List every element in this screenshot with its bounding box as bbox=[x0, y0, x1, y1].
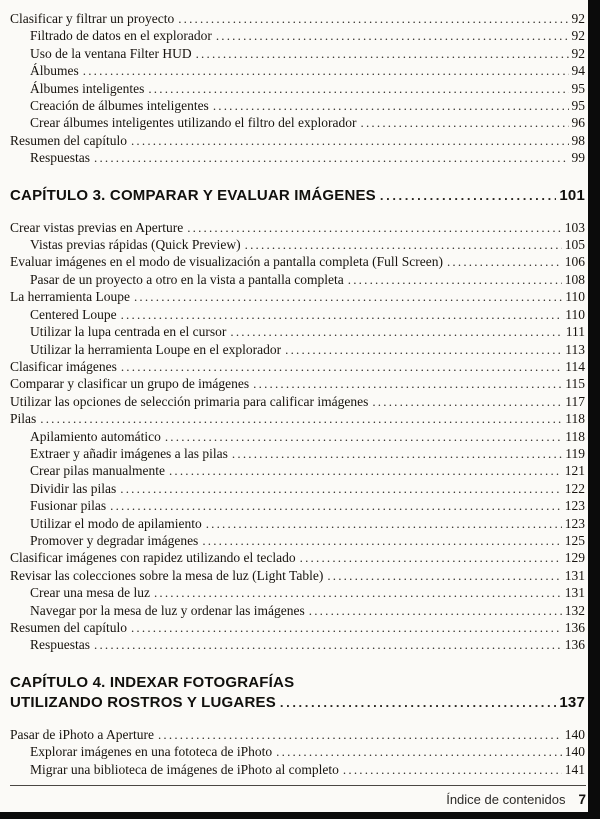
toc-entry-title: Crear vistas previas en Aperture bbox=[10, 219, 184, 235]
scan-edge-right bbox=[588, 0, 600, 819]
toc-entry bbox=[10, 114, 585, 131]
dot-leader bbox=[131, 619, 562, 636]
dot-leader bbox=[165, 428, 562, 445]
toc-entry-page-number: 123 bbox=[564, 498, 585, 514]
toc-list bbox=[10, 10, 585, 778]
toc-entry-title: Resumen del capítulo bbox=[10, 620, 127, 635]
dot-leader bbox=[110, 497, 562, 514]
toc-entry bbox=[10, 532, 585, 549]
toc-entry-page-number: 131 bbox=[564, 567, 585, 583]
toc-entry-page-number: 115 bbox=[565, 376, 585, 392]
toc-entry-page-number: 98 bbox=[571, 132, 585, 148]
dot-leader bbox=[134, 288, 562, 305]
toc-entry-title: Utilizar la lupa centrada en el cursor bbox=[30, 324, 227, 340]
chapter-heading bbox=[10, 673, 585, 713]
toc-entry-title: Migrar una biblioteca de imágenes de iPhoto al completo bbox=[30, 761, 339, 777]
toc-entry bbox=[10, 480, 585, 497]
toc-entry-page-number: 96 bbox=[571, 115, 585, 131]
toc-entry bbox=[10, 149, 585, 166]
dot-leader bbox=[300, 549, 562, 566]
toc-entry-page-number: 110 bbox=[565, 289, 585, 305]
dot-leader bbox=[121, 306, 563, 323]
dot-leader bbox=[343, 761, 562, 778]
toc-entry-title: Evaluar imágenes en el modo de visualización a pantalla completa (Full Screen) bbox=[10, 254, 443, 270]
toc-entry-page-number: 95 bbox=[571, 98, 585, 114]
toc-entry-page-number: 140 bbox=[564, 726, 585, 742]
dot-leader bbox=[148, 80, 568, 97]
toc-entry-title: Clasificar y filtrar un proyecto bbox=[10, 11, 175, 26]
chapter-page-number: 101 bbox=[559, 186, 585, 204]
toc-entry-title: Pasar de un proyecto a otro en la vista a pantalla completa bbox=[30, 271, 344, 287]
chapter-heading-line bbox=[10, 186, 585, 206]
chapter-heading-line bbox=[10, 673, 585, 693]
toc-entry-title: Navegar por la mesa de luz y ordenar las imágenes bbox=[30, 602, 305, 618]
toc-entry-title: Extraer y añadir imágenes a las pilas bbox=[30, 445, 228, 461]
toc-entry bbox=[10, 253, 585, 270]
toc-entry-page-number: 121 bbox=[564, 463, 585, 479]
toc-entry bbox=[10, 45, 585, 62]
dot-leader bbox=[280, 693, 556, 713]
toc-entry bbox=[10, 497, 585, 514]
toc-entry-title: Vistas previas rápidas (Quick Preview) bbox=[30, 237, 241, 253]
toc-entry-title: Uso de la ventana Filter HUD bbox=[30, 45, 192, 61]
toc-entry-title: Centered Loupe bbox=[30, 306, 117, 322]
toc-entry-page-number: 136 bbox=[564, 620, 585, 635]
toc-entry-title: Comparar y clasificar un grupo de imágenes bbox=[10, 376, 250, 392]
toc-entry bbox=[10, 306, 585, 323]
dot-leader bbox=[178, 10, 568, 27]
toc-entry bbox=[10, 567, 585, 584]
scan-edge-bottom bbox=[0, 812, 600, 819]
chapter-heading bbox=[10, 186, 585, 206]
dot-leader bbox=[232, 445, 562, 462]
toc-entry-title: Clasificar imágenes con rapidez utilizando el teclado bbox=[10, 550, 296, 566]
toc-entry-title: Respuestas bbox=[30, 637, 90, 653]
toc-entry bbox=[10, 358, 585, 375]
dot-leader bbox=[309, 602, 562, 619]
toc-entry bbox=[10, 445, 585, 462]
toc-entry-title: Clasificar imágenes bbox=[10, 358, 117, 374]
toc-entry bbox=[10, 236, 585, 253]
toc-entry-title: Utilizar el modo de apilamiento bbox=[30, 515, 202, 531]
chapter-page-number: 137 bbox=[559, 693, 585, 711]
toc-entry-title: Creación de álbumes inteligentes bbox=[30, 98, 209, 114]
page-footer bbox=[10, 785, 586, 807]
toc-entry bbox=[10, 62, 585, 79]
toc-entry-page-number: 119 bbox=[565, 445, 585, 461]
toc-entry-title: Pilas bbox=[10, 411, 37, 427]
toc-entry bbox=[10, 619, 585, 636]
toc-entry-title: Fusionar pilas bbox=[30, 498, 107, 514]
toc-entry-page-number: 125 bbox=[564, 532, 585, 548]
dot-leader bbox=[361, 114, 569, 131]
toc-entry bbox=[10, 219, 585, 236]
dot-leader bbox=[131, 132, 569, 149]
toc-entry-title: Promover y degradar imágenes bbox=[30, 532, 199, 548]
toc-entry-page-number: 117 bbox=[565, 393, 585, 409]
toc-entry-title: La herramienta Loupe bbox=[10, 289, 130, 305]
footer-page-number: 7 bbox=[578, 792, 586, 807]
dot-leader bbox=[216, 27, 569, 44]
toc-entry-title: Utilizar la herramienta Loupe en el explorador bbox=[30, 341, 282, 357]
toc-entry bbox=[10, 271, 585, 288]
toc-entry-page-number: 92 bbox=[571, 11, 585, 26]
toc-entry bbox=[10, 462, 585, 479]
toc-entry bbox=[10, 27, 585, 44]
toc-entry-title: Dividir las pilas bbox=[30, 480, 117, 496]
toc-entry-page-number: 122 bbox=[564, 480, 585, 496]
toc-entry bbox=[10, 428, 585, 445]
toc-entry-title: Respuestas bbox=[30, 150, 90, 166]
dot-leader bbox=[348, 271, 562, 288]
toc-entry-title: Apilamiento automático bbox=[30, 428, 161, 444]
toc-entry-page-number: 140 bbox=[564, 744, 585, 760]
dot-leader bbox=[120, 480, 562, 497]
chapter-title: CAPÍTULO 4. INDEXAR FOTOGRAFÍAS bbox=[10, 673, 295, 691]
toc-entry-title: Filtrado de datos en el explorador bbox=[30, 28, 212, 44]
toc-entry-page-number: 136 bbox=[564, 637, 585, 653]
dot-leader bbox=[447, 253, 562, 270]
toc-entry-title: Utilizar las opciones de selección primaria para calificar imágenes bbox=[10, 393, 369, 409]
toc-entry bbox=[10, 549, 585, 566]
toc-entry bbox=[10, 132, 585, 149]
dot-leader bbox=[202, 532, 561, 549]
toc-entry-page-number: 110 bbox=[565, 306, 585, 322]
toc-entry-page-number: 113 bbox=[565, 341, 585, 357]
toc-entry-page-number: 118 bbox=[565, 411, 585, 427]
toc-entry-page-number: 103 bbox=[564, 219, 585, 235]
dot-leader bbox=[158, 726, 562, 743]
toc-entry-page-number: 94 bbox=[571, 63, 585, 79]
chapter-title: CAPÍTULO 3. COMPARAR Y EVALUAR IMÁGENES bbox=[10, 186, 376, 204]
dot-leader bbox=[276, 743, 562, 760]
toc-entry-title: Álbumes bbox=[30, 63, 79, 79]
dot-leader bbox=[213, 97, 569, 114]
dot-leader bbox=[169, 462, 562, 479]
footer-section-label: Índice de contenidos bbox=[446, 792, 566, 807]
toc-entry-page-number: 132 bbox=[564, 602, 585, 618]
toc-entry-page-number: 106 bbox=[564, 254, 585, 270]
toc-entry-page-number: 108 bbox=[564, 271, 585, 287]
toc-entry bbox=[10, 323, 585, 340]
dot-leader bbox=[154, 584, 562, 601]
toc-entry-page-number: 123 bbox=[564, 515, 585, 531]
chapter-title: UTILIZANDO ROSTROS Y LUGARES bbox=[10, 693, 276, 711]
toc-entry bbox=[10, 410, 585, 427]
dot-leader bbox=[327, 567, 561, 584]
toc-entry-title: Explorar imágenes en una fototeca de iPhoto bbox=[30, 744, 273, 760]
toc-entry-title: Crear álbumes inteligentes utilizando el filtro del explorador bbox=[30, 115, 357, 131]
toc-entry-title: Crear pilas manualmente bbox=[30, 463, 165, 479]
toc-entry-page-number: 105 bbox=[564, 237, 585, 253]
toc-entry-page-number: 114 bbox=[565, 358, 585, 374]
toc-entry-page-number: 95 bbox=[571, 80, 585, 96]
toc-entry-page-number: 129 bbox=[564, 550, 585, 566]
toc-entry-page-number: 131 bbox=[564, 585, 585, 601]
dot-leader bbox=[206, 515, 562, 532]
toc-entry bbox=[10, 288, 585, 305]
dot-leader bbox=[83, 62, 569, 79]
toc-entry-page-number: 141 bbox=[564, 761, 585, 777]
dot-leader bbox=[196, 45, 569, 62]
toc-entry-page-number: 92 bbox=[571, 45, 585, 61]
toc-entry-title: Crear una mesa de luz bbox=[30, 585, 150, 601]
toc-entry bbox=[10, 515, 585, 532]
toc-entry bbox=[10, 10, 585, 27]
toc-entry bbox=[10, 636, 585, 653]
toc-entry bbox=[10, 375, 585, 392]
toc-entry bbox=[10, 97, 585, 114]
toc-entry-page-number: 118 bbox=[565, 428, 585, 444]
toc-entry-title: Álbumes inteligentes bbox=[30, 80, 145, 96]
dot-leader bbox=[121, 358, 562, 375]
dot-leader bbox=[40, 410, 562, 427]
dot-leader bbox=[94, 636, 562, 653]
toc-entry bbox=[10, 602, 585, 619]
dot-leader bbox=[253, 375, 562, 392]
toc-entry-title: Pasar de iPhoto a Aperture bbox=[10, 726, 154, 742]
toc-entry bbox=[10, 584, 585, 601]
toc-entry-page-number: 99 bbox=[571, 150, 585, 166]
toc-entry bbox=[10, 761, 585, 778]
toc-entry bbox=[10, 726, 585, 743]
dot-leader bbox=[372, 393, 562, 410]
toc-entry-page-number: 92 bbox=[571, 28, 585, 44]
dot-leader bbox=[380, 186, 556, 206]
toc-entry-title: Revisar las colecciones sobre la mesa de luz (Light Table) bbox=[10, 567, 324, 583]
dot-leader bbox=[94, 149, 569, 166]
dot-leader bbox=[187, 219, 562, 236]
toc-entry-page-number: 111 bbox=[565, 324, 585, 340]
toc-entry bbox=[10, 341, 585, 358]
dot-leader bbox=[245, 236, 562, 253]
toc-entry bbox=[10, 80, 585, 97]
chapter-heading-line bbox=[10, 693, 585, 713]
toc-entry bbox=[10, 743, 585, 760]
toc-entry-title: Resumen del capítulo bbox=[10, 132, 127, 148]
toc-entry bbox=[10, 393, 585, 410]
dot-leader bbox=[230, 323, 562, 340]
dot-leader bbox=[285, 341, 562, 358]
